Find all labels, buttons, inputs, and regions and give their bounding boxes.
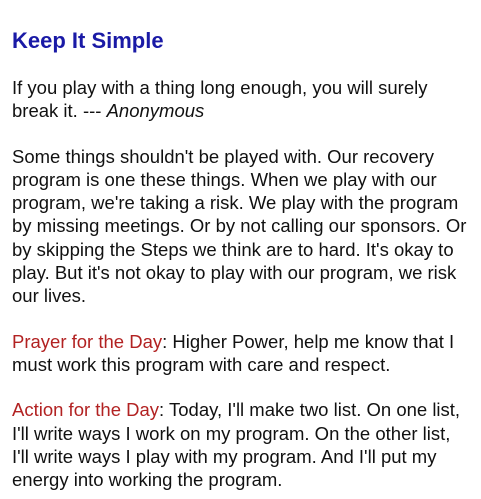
- action-paragraph: [12, 398, 471, 491]
- body-paragraph: Some things shouldn't be played with. Our recovery program is one these things. When we play with our program, we're taking a risk. We play with the program by missing meetings. Or by not calling our sponsors. Or by skipping the Steps we think are to hard. It's okay to play. But it's not okay to play with our program, we risk our lives.: [12, 145, 467, 307]
- quote-paragraph: [12, 76, 471, 123]
- action-label: Action for the Day: [12, 399, 160, 421]
- page-title: Keep It Simple: [12, 28, 164, 53]
- prayer-text: : Higher Power, help me know that I must work this program with care and respect.: [12, 330, 455, 375]
- quote-text: If you play with a thing long enough, you will surely break it. ---: [12, 77, 428, 122]
- action-text: : Today, I'll make two list. On one list, I'll write ways I work on my program. On the other list, I'll write ways I play with my program. And I'll put my energy into working the program.: [12, 399, 461, 491]
- prayer-paragraph: [12, 330, 471, 377]
- prayer-label: Prayer for the Day: [12, 330, 163, 352]
- quote-author: Anonymous: [106, 100, 205, 122]
